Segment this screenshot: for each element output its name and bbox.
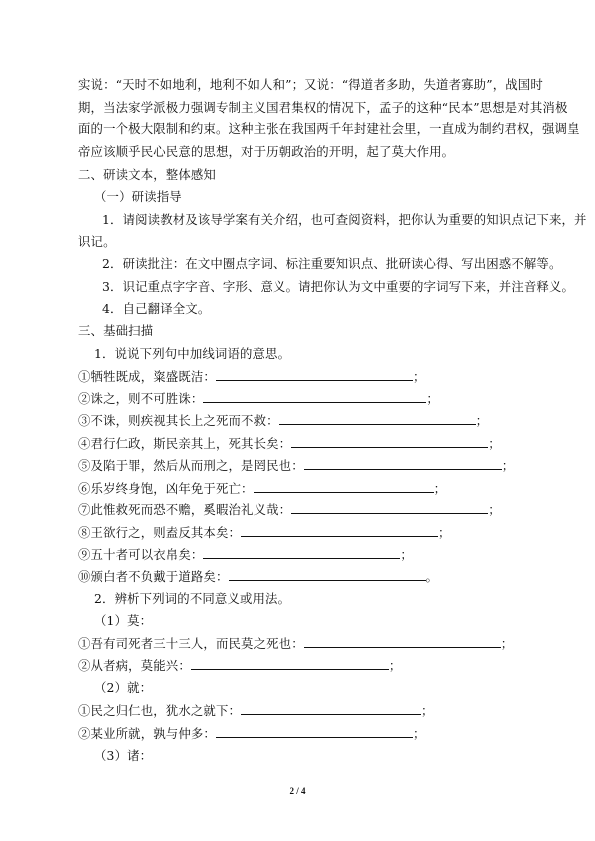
instruction-item: 识记。 — [78, 233, 116, 249]
exercise-item: ①吾有司死者三十三人，而民莫之死也： ； — [78, 636, 514, 652]
exercise-item: ⑨五十者可以衣帛矣： ； — [78, 546, 413, 562]
exercise-prompt: ①牺牲既成，粢盛既洁： — [78, 368, 216, 384]
answer-blank[interactable] — [241, 523, 438, 537]
exercise-item: ①民之归仁也，犹水之就下： ； — [78, 703, 434, 719]
paragraph-line: 期，当法家学派极力强调专制主义国君集权的情况下，孟子的这种“民本”思想是对其消极 — [78, 99, 568, 115]
exercise-prompt: ⑥乐岁终身饱，凶年免于死亡： — [78, 480, 254, 496]
word-label: （3）诸： — [94, 747, 153, 763]
exercise-item: ②某业所就，孰与仲多： ； — [78, 726, 426, 741]
answer-blank[interactable] — [216, 724, 413, 738]
instruction-item: 4．自己翻译全文。 — [102, 300, 211, 316]
exercise-prompt: ②从者病，莫能兴： — [78, 658, 191, 674]
exercise-item: ⑥乐岁终身饱，凶年免于死亡： ； — [78, 480, 447, 496]
word-label: （2）就： — [94, 679, 153, 695]
exercise-prompt: ⑨五十者可以衣帛矣： — [78, 546, 204, 562]
answer-blank[interactable] — [203, 545, 400, 559]
exercise-item: ⑦此惟救死而恐不赡，奚暇治礼义哉： ； — [78, 502, 501, 518]
exercise-prompt: ④君行仁政，斯民亲其上，死其长矣： — [78, 435, 292, 451]
exercise-prompt: ⑤及陷于罪，然后从而刑之，是罔民也： — [78, 458, 304, 474]
instruction-item: 1．请阅读教材及该导学案有关介绍，也可查阅资料，把你认为重要的知识点记下来，并 — [102, 211, 587, 227]
question-heading: 1．说说下列句中加线词语的意思。 — [94, 345, 291, 361]
exercise-item: ④君行仁政，斯民亲其上，死其长矣： ； — [78, 435, 501, 451]
exercise-prompt: ①吾有司死者三十三人，而民莫之死也： — [78, 636, 304, 652]
answer-blank[interactable] — [291, 434, 488, 448]
paragraph-line: 面的一个极大限制和约束。这种主张在我国两千年封建社会里，一直成为制约君权，强调皇 — [78, 121, 580, 137]
question-heading: 2．辨析下列词的不同意义或用法。 — [94, 591, 291, 606]
page-number: 2 / 4 — [289, 786, 306, 796]
subsection-heading: （一）研读指导 — [94, 189, 182, 205]
exercise-prompt: ⑧王欲行之，则盍反其本矣： — [78, 525, 242, 541]
answer-blank[interactable] — [254, 479, 434, 493]
exercise-item: ⑧王欲行之，则盍反其本矣： ； — [78, 525, 451, 541]
exercise-prompt: ②诛之，则不可胜诛： — [78, 391, 204, 407]
answer-blank[interactable] — [191, 656, 389, 670]
answer-blank[interactable] — [203, 389, 426, 403]
exercise-prompt: ①民之归仁也，犹水之就下： — [78, 703, 242, 719]
answer-blank[interactable] — [216, 367, 413, 381]
section-heading: 三、基础扫描 — [78, 323, 154, 339]
word-label: （1）莫： — [94, 612, 153, 628]
exercise-prompt: ②某业所就，孰与仲多： — [78, 726, 216, 741]
section-heading: 二、研读文本，整体感知 — [78, 166, 216, 182]
exercise-prompt: ③不诛，则疾视其长上之死而不救： — [78, 412, 279, 428]
exercise-item: ②诛之，则不可胜诛： ； — [78, 391, 439, 407]
answer-blank[interactable] — [279, 411, 476, 425]
exercise-item: ①牺牲既成，粢盛既洁： ； — [78, 368, 426, 384]
exercise-prompt: ⑩颁白者不负戴于道路矣： — [78, 569, 229, 585]
answer-blank[interactable] — [304, 634, 501, 648]
exercise-prompt: ⑦此惟救死而恐不赡，奚暇治礼义哉： — [78, 502, 292, 518]
exercise-item: ②从者病，莫能兴： ； — [78, 658, 402, 674]
instruction-item: 3．识记重点字字音、字形、意义。请把你认为文中重要的字词写下来，并注音释义。 — [102, 278, 575, 294]
exercise-item: ③不诛，则疾视其长上之死而不救： ； — [78, 412, 489, 428]
exercise-item: ⑤及陷于罪，然后从而刑之，是罔民也： ； — [78, 458, 515, 474]
answer-blank[interactable] — [229, 567, 426, 581]
instruction-item: 2．研读批注：在文中圈点字词、标注重要知识点、批研读心得、写出困惑不解等。 — [102, 256, 562, 272]
paragraph-line: 实说：“天时不如地利，地利不如人和”；又说：“得道者多助，失道者寡助”，战国时 — [78, 77, 543, 92]
answer-blank[interactable] — [291, 500, 488, 514]
exercise-item: ⑩颁白者不负戴于道路矣： 。 — [78, 569, 439, 585]
paragraph-line: 帝应该顺乎民心民意的思想，对于历朝政治的开明，起了莫大作用。 — [78, 144, 455, 159]
answer-blank[interactable] — [304, 456, 502, 470]
answer-blank[interactable] — [241, 701, 421, 715]
